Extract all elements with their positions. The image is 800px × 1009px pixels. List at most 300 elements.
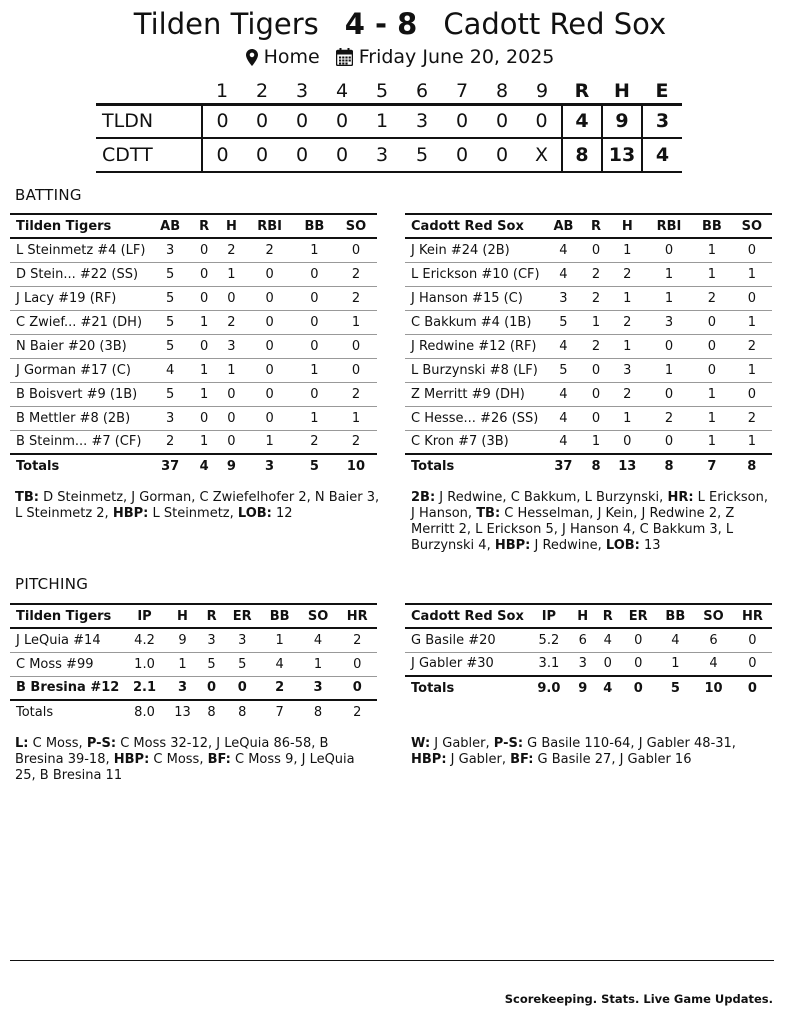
totals-row [405, 454, 772, 478]
stat-value: 0 [245, 310, 293, 334]
totals-value: 3 [245, 454, 293, 478]
stat-value: 1 [294, 238, 335, 262]
stat-value: 0 [620, 628, 656, 652]
date-text: Friday June 20, 2025 [358, 46, 555, 68]
stat-value: 2 [217, 310, 245, 334]
stat-value: 2 [692, 286, 731, 310]
stat-value: 3 [544, 286, 584, 310]
stat-value: 1 [294, 358, 335, 382]
linescore-table [96, 80, 682, 173]
column-header: SO [335, 214, 377, 238]
player-name: B Boisvert #9 (1B) [10, 382, 149, 406]
stat-value: 1 [245, 430, 293, 454]
stat-value: 1 [217, 262, 245, 286]
column-header: HR [337, 604, 377, 628]
stat-value: 0 [335, 334, 377, 358]
stat-value: 3 [149, 238, 190, 262]
note-label: TB: [476, 506, 501, 521]
inning-score: 0 [295, 144, 309, 166]
stat-value: 2 [335, 286, 377, 310]
column-header: H [570, 604, 596, 628]
stat-value: 5 [149, 262, 190, 286]
column-header: R [583, 214, 609, 238]
pitching-table-home [405, 603, 772, 700]
column-header: ER [224, 604, 261, 628]
player-name: J Gorman #17 (C) [10, 358, 149, 382]
stat-value: 0 [245, 334, 293, 358]
totals-label: Totals [10, 454, 149, 478]
batting-notes-home [411, 490, 771, 554]
column-header: ER [620, 604, 656, 628]
totals-value: 9 [217, 454, 245, 478]
player-name: J Hanson #15 (C) [405, 286, 544, 310]
totals-value: 10 [694, 676, 733, 700]
stat-value: 1 [191, 430, 218, 454]
runs-total: 4 [562, 104, 602, 138]
stat-value: 0 [335, 238, 377, 262]
stat-value: 0 [217, 406, 245, 430]
note-text: G Basile 110-64, J Gabler 48-31, [523, 736, 736, 751]
stat-value: 1 [692, 382, 731, 406]
stat-value: 1 [294, 406, 335, 430]
totals-value: 9 [570, 676, 596, 700]
stat-value: 5 [149, 286, 190, 310]
stat-value: 1 [299, 652, 338, 676]
totals-value: 7 [261, 700, 299, 724]
stat-value: 1 [646, 262, 692, 286]
stat-value: 0 [245, 286, 293, 310]
totals-value: 8.0 [123, 700, 165, 724]
column-header: BB [692, 214, 731, 238]
batting-table-home [405, 213, 772, 478]
stat-value: 5 [149, 334, 190, 358]
totals-value: 8 [224, 700, 261, 724]
inning-header: 9 [535, 80, 549, 103]
stat-value: 2 [261, 676, 299, 700]
stat-value: 1 [191, 382, 218, 406]
stat-value: 0 [191, 238, 218, 262]
player-name: C Kron #7 (3B) [405, 430, 544, 454]
errors-header: E [655, 80, 669, 103]
stat-value: 0 [217, 286, 245, 310]
totals-value: 0 [733, 676, 772, 700]
stat-value: 2 [609, 262, 646, 286]
stat-value: 4 [694, 652, 733, 676]
note-text: C Moss 9, J LeQuia 25, B Bresina 11 [15, 752, 355, 783]
batter-row [10, 334, 377, 358]
stat-value: 3 [609, 358, 646, 382]
stat-value: 4 [299, 628, 338, 652]
inning-score: 0 [255, 144, 269, 166]
stat-value: 4 [656, 628, 694, 652]
linescore-row-home [96, 138, 682, 172]
stat-value: 9 [166, 628, 200, 652]
inning-header: 4 [335, 80, 349, 103]
stat-value: 0 [217, 430, 245, 454]
batter-row [405, 310, 772, 334]
stat-value: 5 [149, 382, 190, 406]
note-label: HBP: [494, 538, 531, 553]
note-text: J Redwine, C Bakkum, L Burzynski, [435, 490, 668, 505]
pitcher-row [10, 628, 377, 652]
player-name: C Zwief... #21 (DH) [10, 310, 149, 334]
inning-score: 0 [535, 110, 548, 133]
column-header: IP [528, 604, 570, 628]
stat-value: 1 [583, 430, 609, 454]
note-text: C Moss, [149, 752, 208, 767]
stat-value: 0 [245, 406, 293, 430]
stat-value: 2 [337, 628, 377, 652]
title-row [0, 6, 800, 42]
inning-score: 1 [375, 110, 389, 133]
stat-value: 1 [732, 358, 772, 382]
stat-value: 0 [337, 676, 377, 700]
inning-score: 0 [255, 110, 269, 133]
column-header: SO [694, 604, 733, 628]
inning-header: 6 [415, 80, 429, 103]
calendar-icon [336, 48, 353, 66]
column-header: BB [294, 214, 335, 238]
player-name: C Moss #99 [10, 652, 123, 676]
totals-value: 37 [149, 454, 190, 478]
stat-value: 1 [656, 652, 694, 676]
errors-total: 3 [642, 104, 682, 138]
batter-row [405, 406, 772, 430]
batter-row [10, 310, 377, 334]
note-text: J Redwine, [530, 538, 606, 553]
stat-header-row [405, 604, 772, 628]
totals-value: 13 [166, 700, 200, 724]
column-header: H [166, 604, 200, 628]
stat-value: 3 [166, 676, 200, 700]
player-name: B Steinm... #7 (CF) [10, 430, 149, 454]
footer-tagline: Scorekeeping. Stats. Live Game Updates. [504, 992, 773, 1006]
batter-row [405, 382, 772, 406]
stat-value: 1 [692, 262, 731, 286]
stat-value: 0 [245, 382, 293, 406]
map-pin-icon [246, 49, 258, 66]
stat-value: 2 [149, 430, 190, 454]
stat-value: 2 [583, 286, 609, 310]
batter-row [405, 358, 772, 382]
inning-score: 0 [202, 138, 242, 172]
player-name: Z Merritt #9 (DH) [405, 382, 544, 406]
stat-value: 3 [299, 676, 338, 700]
column-header: H [217, 214, 245, 238]
stat-value: 0 [335, 358, 377, 382]
note-label: LOB: [605, 538, 640, 553]
inning-header: 8 [495, 80, 509, 103]
runs-header: R [574, 80, 590, 103]
note-text: C Hesselman, J Kein, J Redwine 2, Z Merritt 2, L Erickson 5, J Hanson 4, C Bakkum 3, L Burzynski 4, [411, 506, 735, 553]
stat-value: 2 [732, 334, 772, 358]
batter-row [405, 286, 772, 310]
note-label: HBP: [112, 506, 149, 521]
note-label: LOB: [237, 506, 272, 521]
stat-value: 1 [609, 334, 646, 358]
note-text: G Basile 27, J Gabler 16 [533, 752, 692, 767]
player-name: L Burzynski #8 (LF) [405, 358, 544, 382]
totals-row [10, 700, 377, 724]
inning-score: 0 [455, 144, 469, 166]
team-header: Tilden Tigers [10, 214, 149, 238]
stat-value: 3 [570, 652, 596, 676]
batter-row [10, 262, 377, 286]
stat-value: 0 [732, 382, 772, 406]
stat-value: 4 [544, 334, 584, 358]
stat-value: 2 [294, 430, 335, 454]
stat-value: 1 [335, 406, 377, 430]
stat-value: 1 [609, 286, 646, 310]
column-header: SO [732, 214, 772, 238]
stat-value: 3 [646, 310, 692, 334]
column-header: RBI [646, 214, 692, 238]
pitcher-row [10, 676, 377, 700]
stat-value: 4 [544, 406, 584, 430]
pitcher-row [10, 652, 377, 676]
inning-score: 0 [335, 144, 349, 166]
column-header: IP [123, 604, 165, 628]
stat-value: 2 [609, 382, 646, 406]
hits-total: 9 [602, 104, 642, 138]
note-text: L Steinmetz, [148, 506, 238, 521]
totals-value: 2 [337, 700, 377, 724]
stat-value: 0 [692, 358, 731, 382]
stat-value: 0 [191, 286, 218, 310]
batter-row [10, 430, 377, 454]
stat-header-row [10, 604, 377, 628]
stat-header-row [10, 214, 377, 238]
note-text: J Gabler, [446, 752, 511, 767]
stat-value: 5 [544, 358, 584, 382]
stat-value: 0 [583, 406, 609, 430]
pitching-notes-home [411, 736, 771, 768]
stat-value: 0 [692, 334, 731, 358]
stat-value: 1 [217, 358, 245, 382]
footer-divider [10, 960, 774, 961]
note-text: C Moss 32-12, J LeQuia 86-58, B Bresina 39-18, [15, 736, 329, 767]
stat-value: 0 [245, 358, 293, 382]
stat-value: 0 [646, 430, 692, 454]
inning-score: 3 [375, 144, 389, 166]
note-label: 2B: [411, 490, 436, 505]
pitching-section-title: PITCHING [15, 575, 89, 593]
stat-value: 2 [732, 406, 772, 430]
stat-value: 1 [261, 628, 299, 652]
totals-value: 13 [609, 454, 646, 478]
note-label: L: [15, 736, 29, 751]
player-name: G Basile #20 [405, 628, 528, 652]
stat-header-row [405, 214, 772, 238]
stat-value: 5 [224, 652, 261, 676]
batter-row [405, 430, 772, 454]
linescore-team: TLDN [102, 110, 154, 133]
column-header: RBI [245, 214, 293, 238]
stat-value: 4.2 [123, 628, 165, 652]
note-text: J Gabler, [430, 736, 494, 751]
stat-value: 2 [217, 238, 245, 262]
pitching-notes-away [15, 736, 365, 784]
note-label: HBP: [411, 752, 447, 767]
inning-score: 0 [495, 110, 509, 133]
column-header: HR [733, 604, 772, 628]
hits-total: 13 [602, 138, 642, 172]
totals-value: 4 [191, 454, 218, 478]
column-header: R [199, 604, 224, 628]
stat-value: 3 [224, 628, 261, 652]
note-text: C Moss, [28, 736, 87, 751]
column-header: AB [544, 214, 584, 238]
stat-value: 2 [245, 238, 293, 262]
note-label: W: [411, 736, 431, 751]
stat-value: 2 [335, 430, 377, 454]
totals-value: 8 [299, 700, 338, 724]
stat-value: 0 [646, 382, 692, 406]
final-score: 4 - 8 [344, 7, 418, 41]
stat-value: 6 [570, 628, 596, 652]
stat-value: 0 [732, 238, 772, 262]
column-header: SO [299, 604, 338, 628]
stat-value: 2 [583, 262, 609, 286]
stat-value: 3 [149, 406, 190, 430]
column-header: H [609, 214, 646, 238]
inning-score: 0 [335, 110, 349, 133]
stat-value: 5 [199, 652, 224, 676]
totals-row [405, 676, 772, 700]
stat-value: 0 [294, 382, 335, 406]
note-text: D Steinmetz, J Gorman, C Zwiefelhofer 2, N Baier 3, L Steinmetz 2, [15, 490, 380, 521]
batter-row [10, 286, 377, 310]
totals-value: 8 [199, 700, 224, 724]
batting-section-title: BATTING [15, 186, 82, 204]
batter-row [405, 334, 772, 358]
player-name: C Hesse... #26 (SS) [405, 406, 544, 430]
inning-score: 0 [295, 110, 309, 133]
stat-value: 1 [191, 358, 218, 382]
stat-value: 0 [692, 310, 731, 334]
stat-value: 0 [217, 382, 245, 406]
player-name: J LeQuia #14 [10, 628, 123, 652]
batter-row [10, 358, 377, 382]
inning-score: 0 [495, 144, 509, 166]
stat-value: 0 [191, 262, 218, 286]
totals-row [10, 454, 377, 478]
linescore-header-row [96, 80, 682, 104]
inning-score: 0 [202, 104, 242, 138]
batter-row [405, 262, 772, 286]
player-name: D Stein... #22 (SS) [10, 262, 149, 286]
stat-value: 0 [583, 382, 609, 406]
note-label: P-S: [493, 736, 524, 751]
note-label: HBP: [113, 752, 150, 767]
stat-value: 3.1 [528, 652, 570, 676]
location-info [246, 46, 320, 68]
stat-value: 1 [335, 310, 377, 334]
totals-value: 8 [732, 454, 772, 478]
stat-value: 4 [596, 628, 620, 652]
stat-value: 0 [294, 310, 335, 334]
totals-value: 10 [335, 454, 377, 478]
totals-value: 8 [583, 454, 609, 478]
stat-value: 0 [337, 652, 377, 676]
player-name: J Gabler #30 [405, 652, 528, 676]
stat-value: 5 [544, 310, 584, 334]
stat-value: 1 [732, 430, 772, 454]
stat-value: 1 [692, 406, 731, 430]
stat-value: 4 [544, 262, 584, 286]
stat-value: 0 [646, 238, 692, 262]
pitcher-row [405, 652, 772, 676]
player-name: J Redwine #12 (RF) [405, 334, 544, 358]
stat-value: 1 [692, 430, 731, 454]
stat-value: 1 [646, 358, 692, 382]
note-label: P-S: [86, 736, 117, 751]
batter-row [10, 238, 377, 262]
team-header: Cadott Red Sox [405, 604, 528, 628]
location-text: Home [263, 46, 320, 68]
totals-value: 8 [646, 454, 692, 478]
note-label: TB: [15, 490, 39, 505]
date-info [336, 46, 555, 68]
linescore-row-away [96, 104, 682, 138]
stat-value: 0 [646, 334, 692, 358]
stat-value: 1 [609, 406, 646, 430]
stat-value: 4 [149, 358, 190, 382]
stat-value: 1.0 [123, 652, 165, 676]
player-name: L Steinmetz #4 (LF) [10, 238, 149, 262]
home-team-name: Cadott Red Sox [443, 7, 667, 41]
stat-value: 3 [199, 628, 224, 652]
pitching-table-away [10, 603, 377, 724]
stat-value: 0 [583, 238, 609, 262]
batter-row [10, 382, 377, 406]
inning-header: 3 [295, 80, 309, 103]
stat-value: 1 [166, 652, 200, 676]
player-name: L Erickson #10 (CF) [405, 262, 544, 286]
column-header: BB [656, 604, 694, 628]
player-name: J Kein #24 (2B) [405, 238, 544, 262]
inning-score: 5 [415, 144, 429, 166]
totals-value: 0 [620, 676, 656, 700]
batter-row [405, 238, 772, 262]
stat-value: 1 [732, 310, 772, 334]
pitcher-row [405, 628, 772, 652]
stat-value: 0 [620, 652, 656, 676]
game-info-row [0, 46, 800, 68]
stat-value: 1 [191, 310, 218, 334]
away-team-name: Tilden Tigers [133, 7, 319, 41]
stat-value: 0 [191, 406, 218, 430]
totals-label: Totals [10, 700, 123, 724]
stat-value: 0 [732, 286, 772, 310]
column-header: R [596, 604, 620, 628]
stat-value: 1 [692, 238, 731, 262]
player-name: J Lacy #19 (RF) [10, 286, 149, 310]
column-header: AB [149, 214, 190, 238]
totals-value: 5 [656, 676, 694, 700]
stat-value: 0 [191, 334, 218, 358]
stat-value: 4 [261, 652, 299, 676]
note-text: 12 [271, 506, 293, 521]
stat-value: 5 [149, 310, 190, 334]
linescore-team: CDTT [102, 144, 153, 166]
stat-value: 0 [733, 652, 772, 676]
inning-header: 7 [455, 80, 469, 103]
stat-value: 0 [294, 334, 335, 358]
stat-value: 0 [294, 262, 335, 286]
player-name: B Mettler #8 (2B) [10, 406, 149, 430]
stat-value: 2 [646, 406, 692, 430]
